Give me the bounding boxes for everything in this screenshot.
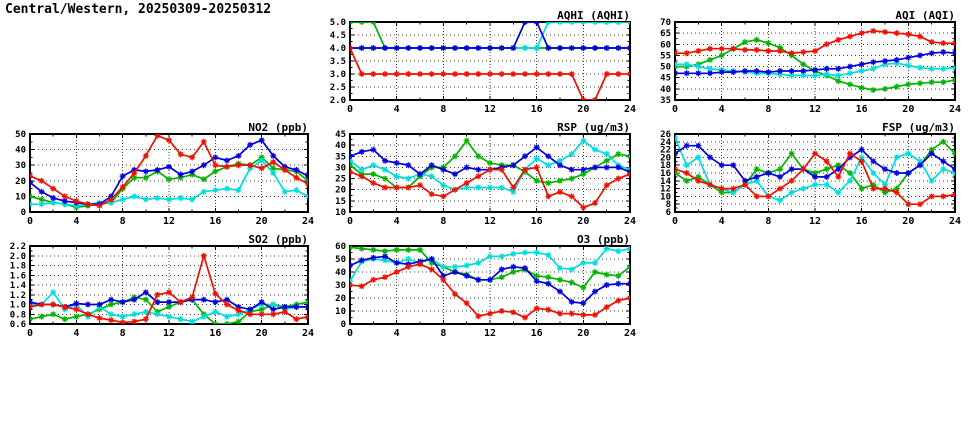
svg-text:16: 16 (209, 328, 222, 339)
svg-text:8: 8 (665, 200, 671, 211)
chart-fsp (660, 120, 975, 230)
svg-text:1.8: 1.8 (9, 261, 26, 272)
svg-text:16: 16 (209, 216, 222, 227)
aqhi-plot (330, 8, 642, 118)
svg-text:8: 8 (765, 216, 772, 227)
svg-text:20: 20 (577, 104, 590, 115)
svg-text:50: 50 (660, 62, 671, 73)
chart-aqi (660, 8, 975, 118)
svg-text:15: 15 (335, 196, 346, 207)
svg-text:12: 12 (483, 216, 497, 227)
svg-text:40: 40 (15, 145, 26, 156)
svg-text:60: 60 (335, 242, 346, 252)
svg-text:16: 16 (530, 104, 543, 115)
svg-text:12: 12 (162, 216, 176, 227)
svg-text:16: 16 (855, 104, 868, 115)
series-group (27, 133, 311, 211)
gridlines (350, 22, 630, 100)
svg-text:0: 0 (346, 104, 354, 115)
svg-text:2.0: 2.0 (9, 251, 26, 262)
svg-text:70: 70 (660, 18, 671, 28)
chart-rsp (330, 120, 642, 230)
svg-text:20: 20 (660, 153, 671, 164)
svg-text:14: 14 (660, 176, 671, 187)
svg-text:10: 10 (335, 208, 346, 218)
svg-text:4: 4 (393, 104, 400, 115)
svg-text:18: 18 (660, 161, 671, 172)
svg-text:30: 30 (335, 163, 346, 174)
svg-text:4: 4 (73, 216, 80, 227)
svg-text:0: 0 (346, 328, 354, 339)
chart-o3 (330, 232, 642, 342)
svg-text:0: 0 (26, 328, 34, 339)
red-line-markers (672, 28, 958, 56)
svg-text:12: 12 (162, 328, 176, 339)
svg-text:5.0: 5.0 (330, 18, 346, 28)
chart-no2 (0, 120, 322, 230)
svg-text:24: 24 (623, 216, 637, 227)
chart-so2 (0, 232, 322, 342)
svg-text:0: 0 (20, 208, 26, 218)
svg-text:50: 50 (15, 130, 26, 140)
svg-text:22: 22 (660, 145, 671, 156)
svg-text:45: 45 (660, 73, 671, 84)
svg-text:0: 0 (346, 216, 354, 227)
svg-text:24: 24 (948, 104, 962, 115)
svg-text:8: 8 (440, 328, 447, 339)
svg-text:0: 0 (26, 216, 34, 227)
svg-text:8: 8 (119, 328, 126, 339)
svg-text:2.5: 2.5 (330, 83, 346, 93)
svg-text:3.0: 3.0 (330, 70, 346, 80)
svg-text:24: 24 (660, 137, 671, 148)
svg-text:55: 55 (660, 51, 671, 62)
svg-text:16: 16 (660, 169, 671, 179)
series-group (27, 253, 311, 327)
svg-text:10: 10 (15, 192, 26, 203)
svg-text:8: 8 (440, 216, 447, 227)
svg-text:24: 24 (948, 216, 962, 227)
svg-text:20: 20 (902, 216, 915, 227)
gridlines (675, 22, 955, 100)
svg-text:16: 16 (530, 216, 543, 227)
svg-text:12: 12 (808, 104, 822, 115)
aqi-plot (660, 8, 975, 118)
svg-text:1.0: 1.0 (9, 300, 26, 311)
blue-line-markers (672, 143, 958, 184)
svg-text:3.5: 3.5 (330, 57, 346, 67)
svg-text:50: 50 (335, 255, 346, 265)
svg-text:20: 20 (335, 185, 346, 196)
svg-text:10: 10 (335, 307, 346, 317)
svg-text:40: 40 (660, 84, 671, 95)
svg-text:20: 20 (335, 294, 346, 304)
svg-text:0: 0 (340, 320, 346, 330)
svg-text:12: 12 (808, 216, 822, 227)
svg-text:12: 12 (660, 184, 671, 195)
svg-text:4: 4 (393, 216, 400, 227)
page-title: Central/Western, 20250309-20250312 (5, 2, 272, 17)
svg-text:2.0: 2.0 (330, 96, 346, 106)
svg-text:20: 20 (577, 216, 590, 227)
chart-title: AQI (AQI) (895, 9, 955, 22)
chart-title: AQHI (AQHI) (557, 9, 630, 22)
svg-text:20: 20 (15, 176, 26, 187)
svg-text:40: 40 (335, 141, 346, 152)
svg-text:8: 8 (119, 216, 126, 227)
o3-plot (330, 232, 642, 342)
svg-text:25: 25 (335, 174, 346, 185)
svg-text:40: 40 (335, 268, 346, 278)
svg-text:30: 30 (335, 281, 346, 291)
svg-text:16: 16 (855, 216, 868, 227)
gridlines (30, 246, 308, 324)
svg-text:4.0: 4.0 (330, 44, 346, 54)
svg-text:20: 20 (255, 328, 268, 339)
chart-title: FSP (ug/m3) (882, 121, 955, 134)
svg-text:12: 12 (483, 104, 497, 115)
svg-text:4: 4 (393, 328, 400, 339)
chart-title: NO2 (ppb) (248, 121, 308, 134)
svg-text:6: 6 (665, 208, 671, 218)
svg-text:0.8: 0.8 (9, 310, 26, 321)
svg-text:4: 4 (73, 328, 80, 339)
svg-text:16: 16 (530, 328, 543, 339)
svg-text:1.2: 1.2 (9, 290, 26, 301)
svg-text:35: 35 (335, 152, 346, 163)
svg-text:4.5: 4.5 (330, 31, 346, 41)
svg-text:35: 35 (660, 96, 671, 106)
svg-text:8: 8 (440, 104, 447, 115)
so2-plot (0, 232, 322, 342)
chart-title: O3 (ppb) (577, 233, 630, 246)
svg-text:2.2: 2.2 (9, 242, 26, 252)
svg-text:4: 4 (718, 216, 725, 227)
svg-text:60: 60 (660, 40, 671, 51)
no2-plot (0, 120, 322, 230)
chart-aqhi (330, 8, 642, 118)
svg-text:1.6: 1.6 (9, 271, 26, 282)
fsp-plot (660, 120, 975, 230)
svg-text:24: 24 (623, 104, 637, 115)
chart-title: SO2 (ppb) (248, 233, 308, 246)
svg-text:30: 30 (15, 161, 26, 172)
svg-text:10: 10 (660, 192, 671, 203)
chart-title: RSP (ug/m3) (557, 121, 630, 134)
svg-text:24: 24 (623, 328, 637, 339)
svg-text:45: 45 (335, 130, 346, 140)
svg-text:24: 24 (301, 216, 315, 227)
svg-text:8: 8 (765, 104, 772, 115)
svg-text:0: 0 (671, 216, 679, 227)
svg-text:1.4: 1.4 (9, 281, 26, 291)
svg-text:24: 24 (301, 328, 315, 339)
svg-text:20: 20 (902, 104, 915, 115)
svg-text:20: 20 (255, 216, 268, 227)
rsp-plot (330, 120, 642, 230)
svg-text:12: 12 (483, 328, 497, 339)
svg-text:0.6: 0.6 (9, 320, 26, 330)
svg-text:26: 26 (660, 130, 671, 140)
svg-text:4: 4 (718, 104, 725, 115)
series-group (347, 138, 633, 211)
svg-text:0: 0 (671, 104, 679, 115)
svg-text:65: 65 (660, 29, 671, 40)
svg-text:20: 20 (577, 328, 590, 339)
